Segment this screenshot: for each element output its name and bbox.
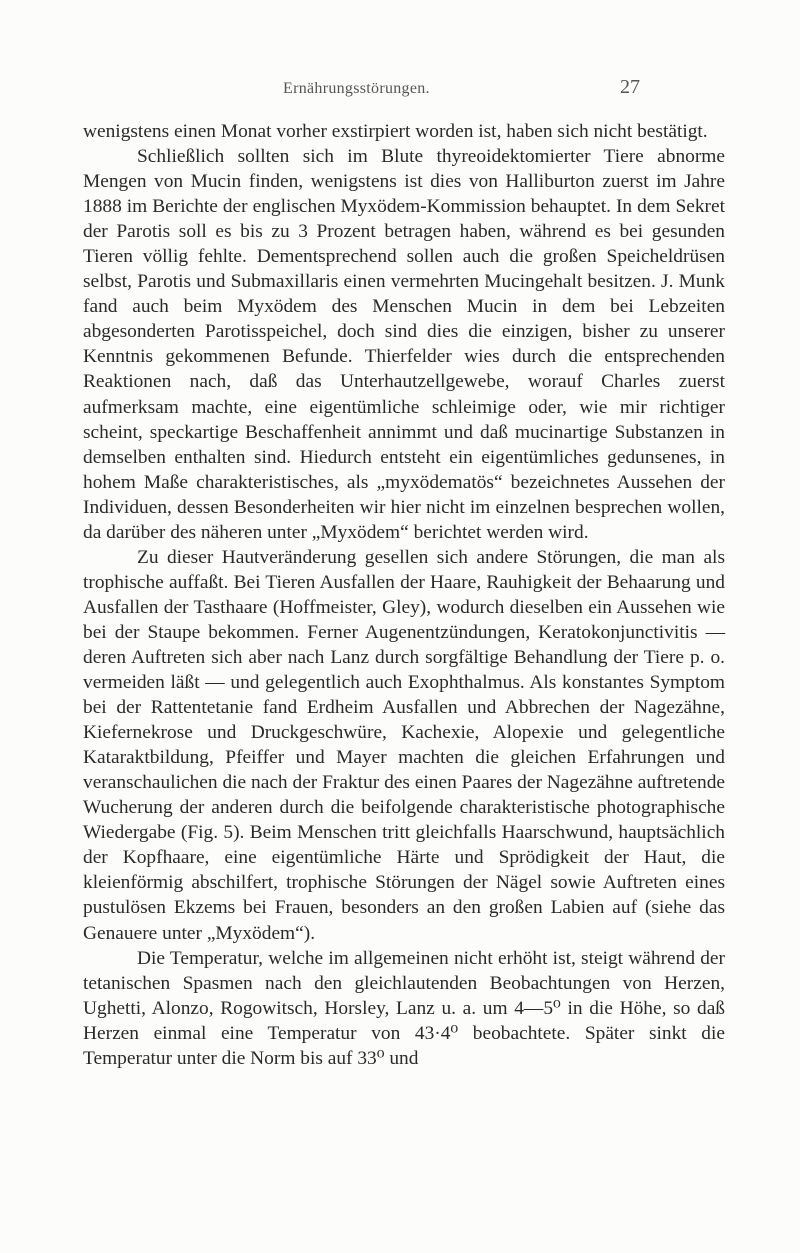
page-number: 27 — [620, 76, 640, 98]
paragraph-trophic-disorders: Zu dieser Hautveränderung gesellen sich andere Störungen, die man als trophische auffaßt. Bei Tieren Ausfallen der Haare, Rauhigkeit der Behaarung und Ausfallen der Tasthaare (Hoffmeister, Gley), wodurch dieselben ein Aussehen wie bei der Staupe bekommen. Ferner Augenentzündungen, Keratokonjunctivitis — deren Auftreten sich aber nach Lanz durch sorgfältige Behandlung der Tiere p. o. vermeiden läßt — und gelegentlich auch Exophthalmus. Als konstantes Symptom bei der Rattentetanie fand Erdheim Ausfallen und Abbrechen der Nagezähne, Kiefernekrose und Druckgeschwüre, Kachexie, Alopexie und gelegentliche Kataraktbildung, Pfeiffer und Mayer machten die gleichen Erfahrungen und veranschaulichen die nach der Fraktur des einen Paares der Nagezähne auftretende Wucherung der anderen durch die beifolgende charakteristische photographische Wiedergabe (Fig. 5). Beim Menschen tritt gleichfalls Haarschwund, hauptsächlich der Kopfhaare, eine eigentümliche Härte und Sprödigkeit der Haut, die kleienförmig abschilfert, trophische Störungen der Nägel sowie Auftreten eines pustulösen Ekzems bei Frauen, besonders an den großen Labien auf (siehe das Genauere unter „Myxödem“). — [83, 546, 725, 944]
paragraph-continuation: wenigstens einen Monat vorher exstirpiert worden ist, haben sich nicht bestätigt. — [83, 121, 708, 142]
body-text — [83, 119, 725, 1071]
paragraph-temperature: Die Temperatur, welche im allgemeinen nicht erhöht ist, steigt während der tetanischen Spasmen nach den gleichlautenden Beobachtungen von Herzen, Ughetti, Alonzo, Rogowitsch, Horsley, Lanz u. a. um 4—5⁰ in die Höhe, so daß Herzen einmal eine Temperatur von 43·4⁰ beobachtete. Später sinkt die Temperatur unter die Norm bis auf 33⁰ und — [83, 947, 725, 1069]
paragraph-mucin: Schließlich sollten sich im Blute thyreoidektomierter Tiere abnorme Mengen von Mucin finden, wenigstens ist dies von Halliburton zuerst im Jahre 1888 im Berichte der englischen Myxödem-Kommission behauptet. In dem Sekret der Parotis soll es bis zu 3 Prozent betragen haben, während es bei gesunden Tieren völlig fehlte. Dementsprechend sollen auch die großen Speicheldrüsen selbst, Parotis und Submaxillaris einen vermehrten Mucingehalt besitzen. J. Munk fand auch beim Myxödem des Menschen Mucin in dem bei Lebzeiten abgesonderten Parotisspeichel, doch sind dies die einzigen, bisher zu unserer Kenntnis gekommenen Befunde. Thierfelder wies durch die entsprechenden Reaktionen nach, daß das Unterhautzellgewebe, worauf Charles zuerst aufmerksam machte, eine eigentümliche schleimige oder, wie mir richtiger scheint, speckartige Beschaffenheit annimmt und daß mucinartige Substanzen in demselben enthalten sind. Hiedurch entsteht ein eigentümliches gedunsenes, in hohem Maße charakteristisches, als „myxödematös“ bezeichnetes Aussehen der Individuen, dessen Besonderheiten wir hier nicht im einzelnen besprechen wollen, da darüber des näheren unter „Myxödem“ berichtet werden wird. — [83, 146, 725, 543]
running-title: Ernährungsstörungen. — [283, 80, 430, 97]
